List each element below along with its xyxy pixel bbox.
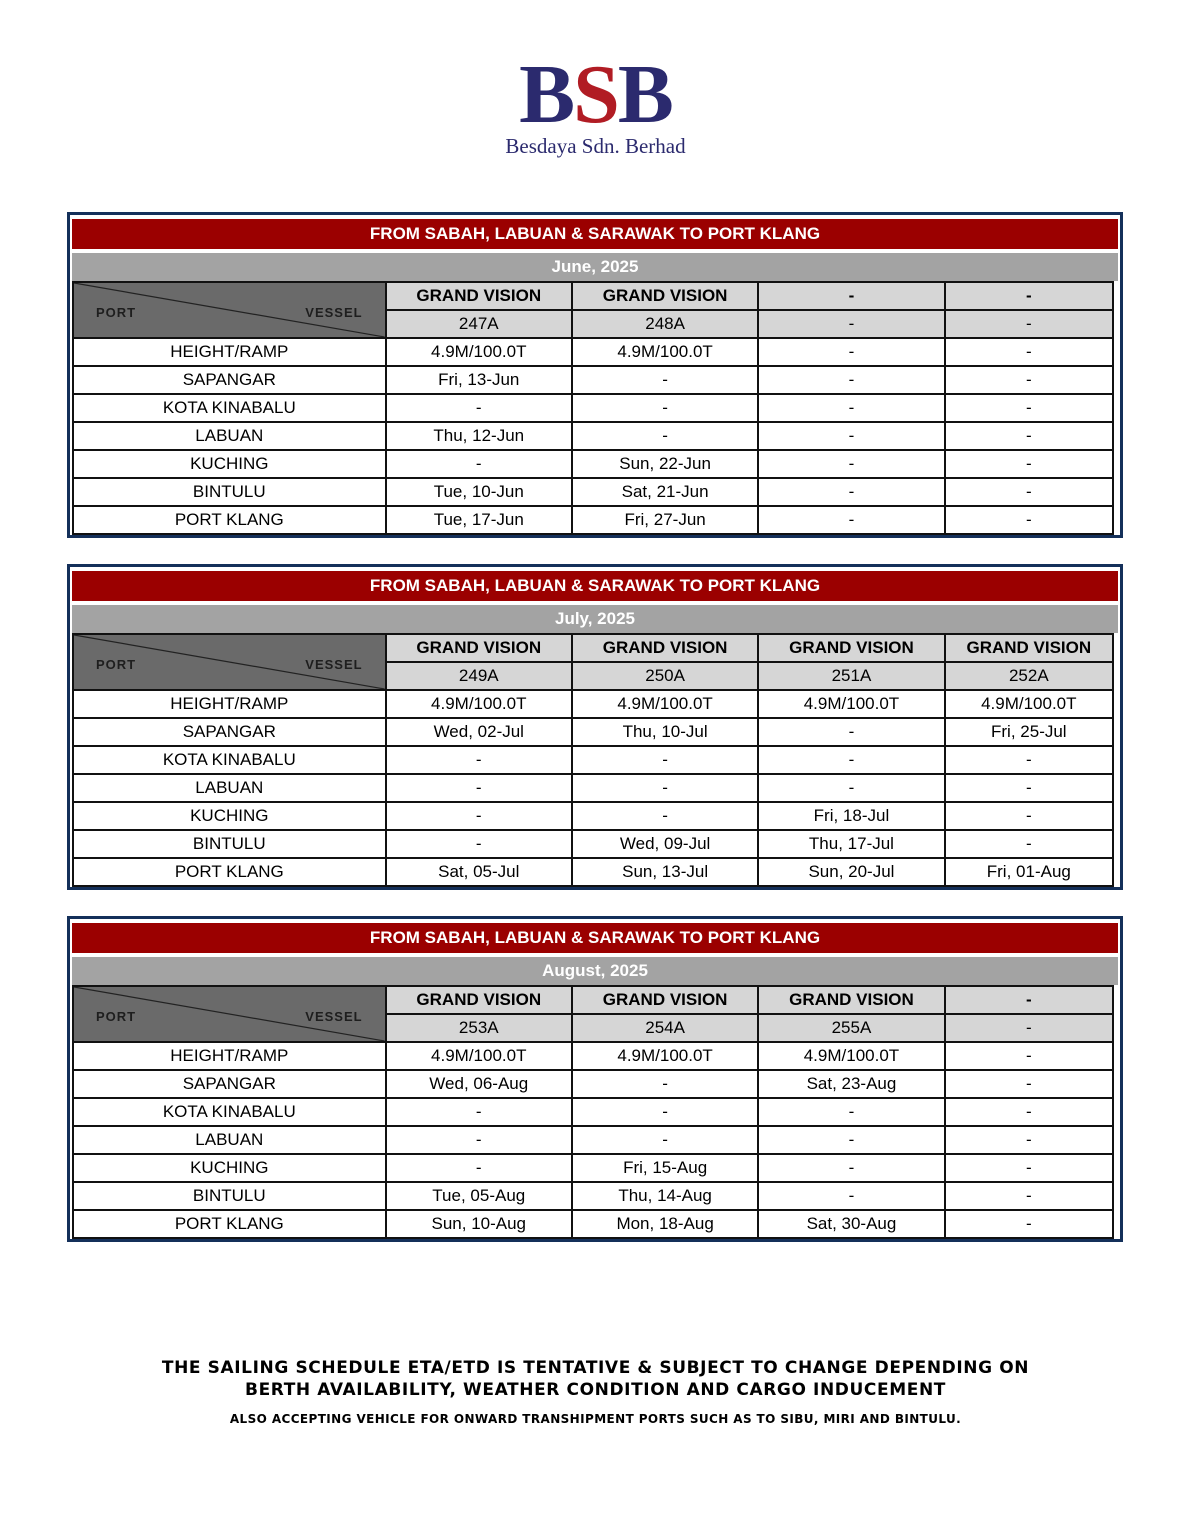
table-row xyxy=(73,1154,1113,1182)
port-name: SAPANGAR xyxy=(73,1070,386,1098)
table-row xyxy=(73,366,1113,394)
logo-letter: S xyxy=(573,48,618,141)
schedule-cell: - xyxy=(758,422,944,450)
schedule-title: FROM SABAH, LABUAN & SARAWAK TO PORT KLANG xyxy=(72,921,1118,955)
schedule-cell: Sun, 22-Jun xyxy=(572,450,758,478)
table-row xyxy=(73,506,1113,534)
schedule-cell: 4.9M/100.0T xyxy=(572,338,758,366)
schedule-cell: Sun, 10-Aug xyxy=(386,1210,572,1238)
schedule-cell: - xyxy=(758,774,944,802)
table-row xyxy=(73,1070,1113,1098)
schedule-cell: 4.9M/100.0T xyxy=(386,690,572,718)
table-row xyxy=(73,1182,1113,1210)
schedule-cell: Thu, 17-Jul xyxy=(758,830,944,858)
tentative-notice xyxy=(0,1357,1191,1401)
schedule-cell: - xyxy=(945,1210,1113,1238)
schedule-cell: Fri, 27-Jun xyxy=(572,506,758,534)
port-name: PORT KLANG xyxy=(73,1210,386,1238)
table-row xyxy=(73,478,1113,506)
schedule-cell: Tue, 17-Jun xyxy=(386,506,572,534)
schedule-cell: - xyxy=(758,1182,944,1210)
port-name: KOTA KINABALU xyxy=(73,1098,386,1126)
schedule-cell: Thu, 10-Jul xyxy=(572,718,758,746)
schedule-month: June, 2025 xyxy=(72,253,1118,281)
schedule-cell: - xyxy=(572,1098,758,1126)
voyage-code: 247A xyxy=(386,310,572,338)
logo-mark xyxy=(0,48,1191,141)
schedule-cell: Sat, 21-Jun xyxy=(572,478,758,506)
schedule-cell: - xyxy=(386,774,572,802)
schedule-cell: Sat, 30-Aug xyxy=(758,1210,944,1238)
schedule-cell: Thu, 12-Jun xyxy=(386,422,572,450)
schedule-cell: - xyxy=(386,1126,572,1154)
schedule-title: FROM SABAH, LABUAN & SARAWAK TO PORT KLANG xyxy=(72,217,1118,251)
table-row xyxy=(73,774,1113,802)
port-name: LABUAN xyxy=(73,774,386,802)
schedule-cell: Sat, 23-Aug xyxy=(758,1070,944,1098)
vessel-label: VESSEL xyxy=(305,305,363,320)
schedule-panel xyxy=(67,916,1123,1242)
table-row xyxy=(73,830,1113,858)
logo-letter: B xyxy=(617,48,672,141)
schedule-table xyxy=(72,633,1114,887)
voyage-code: 252A xyxy=(945,662,1113,690)
vessel-name-row xyxy=(73,634,1113,662)
schedule-cell: 4.9M/100.0T xyxy=(945,690,1113,718)
port-vessel-header xyxy=(73,282,386,338)
schedule-cell: - xyxy=(758,394,944,422)
vessel-name: GRAND VISION xyxy=(758,634,944,662)
schedule-cell: Fri, 18-Jul xyxy=(758,802,944,830)
table-row xyxy=(73,422,1113,450)
schedule-cell: - xyxy=(758,478,944,506)
vessel-name: GRAND VISION xyxy=(386,986,572,1014)
schedule-cell: - xyxy=(572,1126,758,1154)
port-vessel-header xyxy=(73,986,386,1042)
transhipment-note: ALSO ACCEPTING VEHICLE FOR ONWARD TRANSHIPMENT PORTS SUCH AS TO SIBU, MIRI AND BINTULU. xyxy=(229,1412,962,1426)
schedule-cell: - xyxy=(945,830,1113,858)
schedule-cell: - xyxy=(945,506,1113,534)
schedule-cell: - xyxy=(386,802,572,830)
table-row xyxy=(73,746,1113,774)
vessel-name: GRAND VISION xyxy=(572,282,758,310)
port-name: LABUAN xyxy=(73,422,386,450)
schedule-cell: - xyxy=(945,1182,1113,1210)
schedule-cell: - xyxy=(945,1042,1113,1070)
voyage-code: - xyxy=(945,1014,1113,1042)
port-label: PORT xyxy=(96,1009,137,1024)
port-label: PORT xyxy=(96,305,137,320)
schedule-cell: - xyxy=(945,1070,1113,1098)
port-name: KUCHING xyxy=(73,802,386,830)
table-row xyxy=(73,450,1113,478)
schedule-cell: Sun, 13-Jul xyxy=(572,858,758,886)
schedule-cell: - xyxy=(758,506,944,534)
company-logo xyxy=(0,48,1191,158)
vessel-name: - xyxy=(945,986,1113,1014)
table-row xyxy=(73,802,1113,830)
port-name: HEIGHT/RAMP xyxy=(73,1042,386,1070)
voyage-code: - xyxy=(758,310,944,338)
table-row xyxy=(73,858,1113,886)
voyage-code: 255A xyxy=(758,1014,944,1042)
schedule-cell: Fri, 01-Aug xyxy=(945,858,1113,886)
schedule-cell: Mon, 18-Aug xyxy=(572,1210,758,1238)
vessel-name-row xyxy=(73,282,1113,310)
table-row xyxy=(73,1210,1113,1238)
port-name: KUCHING xyxy=(73,1154,386,1182)
schedule-cell: 4.9M/100.0T xyxy=(758,1042,944,1070)
voyage-code: 251A xyxy=(758,662,944,690)
schedule-cell: Wed, 02-Jul xyxy=(386,718,572,746)
schedule-cell: Fri, 15-Aug xyxy=(572,1154,758,1182)
schedule-month: August, 2025 xyxy=(72,957,1118,985)
schedule-cell: - xyxy=(945,1098,1113,1126)
vessel-name-row xyxy=(73,986,1113,1014)
schedule-cell: Sat, 05-Jul xyxy=(386,858,572,886)
schedule-cell: - xyxy=(945,422,1113,450)
schedule-cell: 4.9M/100.0T xyxy=(572,690,758,718)
schedule-cell: - xyxy=(572,366,758,394)
vessel-name: - xyxy=(945,282,1113,310)
port-name: KUCHING xyxy=(73,450,386,478)
schedule-cell: Wed, 06-Aug xyxy=(386,1070,572,1098)
voyage-code: 250A xyxy=(572,662,758,690)
schedule-cell: - xyxy=(572,746,758,774)
schedule-cell: - xyxy=(758,366,944,394)
voyage-code: 253A xyxy=(386,1014,572,1042)
schedule-cell: - xyxy=(945,394,1113,422)
schedule-cell: - xyxy=(386,830,572,858)
vessel-label: VESSEL xyxy=(305,657,363,672)
table-row xyxy=(73,1126,1113,1154)
table-row xyxy=(73,690,1113,718)
schedule-cell: Tue, 10-Jun xyxy=(386,478,572,506)
port-name: HEIGHT/RAMP xyxy=(73,690,386,718)
schedule-cell: - xyxy=(386,450,572,478)
schedule-cell: - xyxy=(945,450,1113,478)
schedule-cell: - xyxy=(572,802,758,830)
port-name: HEIGHT/RAMP xyxy=(73,338,386,366)
schedule-cell: - xyxy=(758,1098,944,1126)
schedule-cell: - xyxy=(945,774,1113,802)
port-name: PORT KLANG xyxy=(73,506,386,534)
port-name: LABUAN xyxy=(73,1126,386,1154)
schedule-panel xyxy=(67,212,1123,538)
voyage-code: 254A xyxy=(572,1014,758,1042)
voyage-code: 249A xyxy=(386,662,572,690)
schedule-table xyxy=(72,281,1114,535)
schedule-cell: - xyxy=(758,746,944,774)
schedule-cell: - xyxy=(572,422,758,450)
schedule-cell: 4.9M/100.0T xyxy=(758,690,944,718)
schedule-cell: - xyxy=(758,450,944,478)
schedule-title: FROM SABAH, LABUAN & SARAWAK TO PORT KLANG xyxy=(72,569,1118,603)
port-name: SAPANGAR xyxy=(73,366,386,394)
schedule-cell: - xyxy=(572,394,758,422)
notice-line-2: BERTH AVAILABILITY, WEATHER CONDITION AND CARGO INDUCEMENT xyxy=(245,1380,946,1400)
schedule-cell: - xyxy=(386,1154,572,1182)
schedule-cell: - xyxy=(945,366,1113,394)
schedule-cell: - xyxy=(386,394,572,422)
vessel-name: GRAND VISION xyxy=(572,634,758,662)
schedule-cell: - xyxy=(945,1126,1113,1154)
vessel-name: GRAND VISION xyxy=(758,986,944,1014)
schedule-cell: - xyxy=(945,802,1113,830)
schedule-cell: - xyxy=(386,746,572,774)
table-row xyxy=(73,718,1113,746)
schedule-cell: Fri, 13-Jun xyxy=(386,366,572,394)
vessel-name: GRAND VISION xyxy=(386,634,572,662)
table-row xyxy=(73,1042,1113,1070)
voyage-code: 248A xyxy=(572,310,758,338)
vessel-name: - xyxy=(758,282,944,310)
logo-letter: B xyxy=(519,48,574,141)
schedule-cell: - xyxy=(572,1070,758,1098)
schedule-table xyxy=(72,985,1114,1239)
port-vessel-header xyxy=(73,634,386,690)
port-name: KOTA KINABALU xyxy=(73,746,386,774)
notice-line-1: THE SAILING SCHEDULE ETA/ETD IS TENTATIVE & SUBJECT TO CHANGE DEPENDING ON xyxy=(161,1358,1030,1378)
schedule-panel xyxy=(67,564,1123,890)
schedule-month: July, 2025 xyxy=(72,605,1118,633)
schedule-cell: Thu, 14-Aug xyxy=(572,1182,758,1210)
port-name: BINTULU xyxy=(73,830,386,858)
schedule-cell: - xyxy=(758,338,944,366)
port-name: BINTULU xyxy=(73,1182,386,1210)
table-row xyxy=(73,338,1113,366)
schedule-cell: - xyxy=(945,746,1113,774)
schedule-cell: - xyxy=(758,718,944,746)
vessel-label: VESSEL xyxy=(305,1009,363,1024)
schedule-cell: 4.9M/100.0T xyxy=(572,1042,758,1070)
port-name: BINTULU xyxy=(73,478,386,506)
schedule-cell: - xyxy=(386,1098,572,1126)
port-name: SAPANGAR xyxy=(73,718,386,746)
schedule-cell: Sun, 20-Jul xyxy=(758,858,944,886)
schedule-cell: Tue, 05-Aug xyxy=(386,1182,572,1210)
schedule-cell: - xyxy=(945,1154,1113,1182)
port-name: KOTA KINABALU xyxy=(73,394,386,422)
schedule-cell: - xyxy=(945,338,1113,366)
company-name: Besdaya Sdn. Berhad xyxy=(505,134,686,158)
voyage-code: - xyxy=(945,310,1113,338)
schedule-cell: - xyxy=(758,1126,944,1154)
port-name: PORT KLANG xyxy=(73,858,386,886)
schedule-cell: 4.9M/100.0T xyxy=(386,1042,572,1070)
schedule-cell: Wed, 09-Jul xyxy=(572,830,758,858)
schedule-cell: - xyxy=(945,478,1113,506)
schedule-cell: 4.9M/100.0T xyxy=(386,338,572,366)
vessel-name: GRAND VISION xyxy=(572,986,758,1014)
port-label: PORT xyxy=(96,657,137,672)
vessel-name: GRAND VISION xyxy=(386,282,572,310)
schedule-cell: Fri, 25-Jul xyxy=(945,718,1113,746)
schedule-cell: - xyxy=(758,1154,944,1182)
table-row xyxy=(73,394,1113,422)
schedule-cell: - xyxy=(572,774,758,802)
vessel-name: GRAND VISION xyxy=(945,634,1113,662)
table-row xyxy=(73,1098,1113,1126)
